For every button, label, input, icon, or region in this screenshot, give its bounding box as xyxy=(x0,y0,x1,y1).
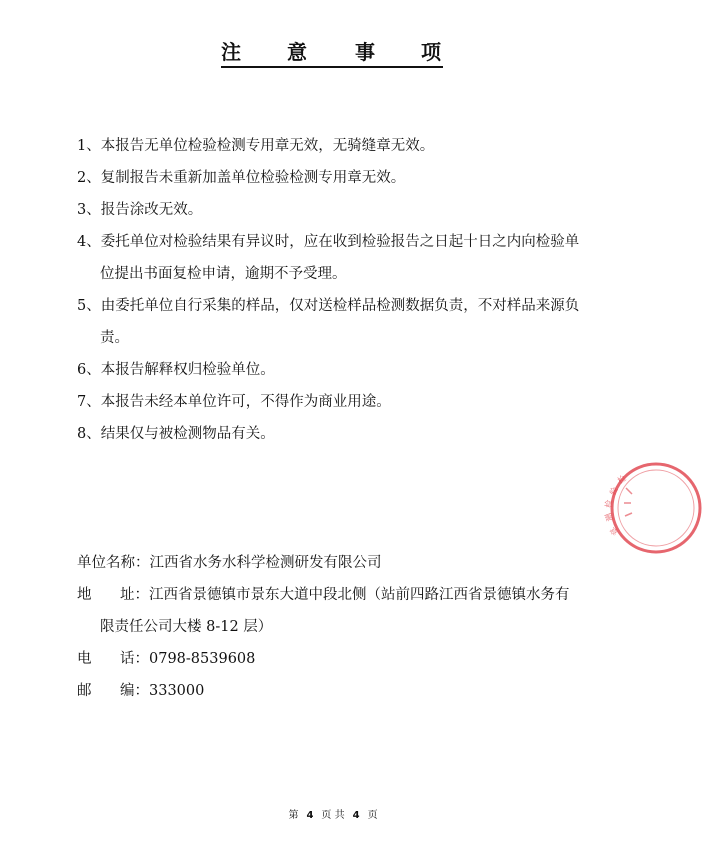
note-4-line-2: 位提出书面复检申请，逾期不予受理。 xyxy=(100,266,347,282)
note-8: 8、结果仅与被检测物品有关。 xyxy=(77,426,275,442)
official-seal-stamp xyxy=(603,458,706,558)
footer-page-total: 4 xyxy=(352,810,360,821)
footer-prefix: 第 xyxy=(288,810,299,821)
svg-text:测: 测 xyxy=(603,511,615,523)
title-char: 注 xyxy=(221,40,241,64)
svg-text:检: 检 xyxy=(615,473,628,486)
footer-suffix: 页 xyxy=(367,810,378,821)
svg-text:章: 章 xyxy=(608,524,621,537)
phone-row xyxy=(120,650,255,668)
footer-page-number: 4 xyxy=(306,810,314,821)
unit-name-label: 单位名称： xyxy=(77,555,150,571)
footer-mid: 页 共 xyxy=(321,810,345,821)
note-3: 3、报告涂改无效。 xyxy=(77,202,203,218)
address-value-line-2: 限责任公司大楼 8-12 层） xyxy=(100,619,273,635)
unit-name-value: 江西省水务水科学检测研发有限公司 xyxy=(149,555,382,571)
postcode-label-1: 邮 xyxy=(77,683,92,699)
address-value-line-1: 江西省景德镇市景东大道中段北侧（站前四路江西省景德镇水务有 xyxy=(149,587,570,603)
svg-text:检: 检 xyxy=(604,499,614,509)
note-1: 1、本报告无单位检验检测专用章无效，无骑缝章无效。 xyxy=(77,138,435,154)
phone-label-2: 话： xyxy=(120,651,149,667)
note-7: 7、本报告未经本单位许可，不得作为商业用途。 xyxy=(77,394,391,410)
title-char: 项 xyxy=(421,40,441,64)
note-5-line-1: 5、由委托单位自行采集的样品，仅对送检样品检测数据负责，不对样品来源负 xyxy=(77,298,580,314)
address-label-2: 址： xyxy=(120,587,149,603)
title-char: 事 xyxy=(355,40,375,64)
unit-name-row xyxy=(77,554,382,572)
title-char: 意 xyxy=(287,40,307,64)
page-title xyxy=(221,40,443,68)
svg-text:验: 验 xyxy=(607,485,620,497)
phone-value: 0798-8539608 xyxy=(149,651,256,667)
note-4-line-1: 4、委托单位对检验结果有异议时，应在收到检验报告之日起十日之内向检验单 xyxy=(77,234,580,250)
postcode-value: 333000 xyxy=(149,683,205,699)
note-2: 2、复制报告未重新加盖单位检验检测专用章无效。 xyxy=(77,170,406,186)
note-6: 6、本报告解释权归检验单位。 xyxy=(77,362,275,378)
postcode-label-2: 编： xyxy=(120,683,149,699)
postcode-row xyxy=(120,682,204,700)
note-5-line-2: 责。 xyxy=(100,330,129,346)
page-footer xyxy=(0,806,666,821)
phone-label-1: 电 xyxy=(77,651,92,667)
address-label-1: 地 xyxy=(77,587,92,603)
address-row xyxy=(120,586,570,604)
